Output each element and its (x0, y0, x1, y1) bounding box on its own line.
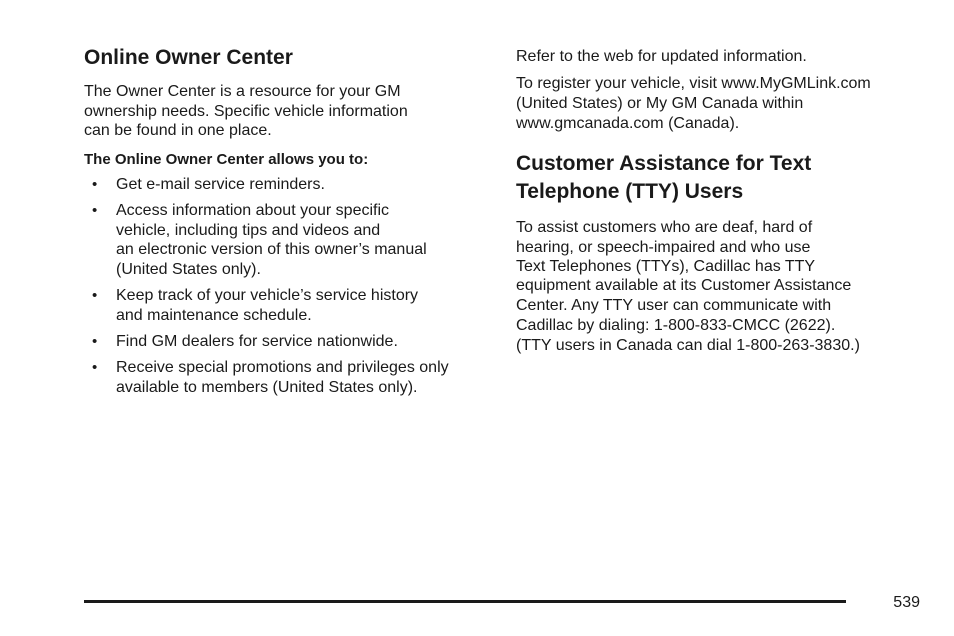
bullet-icon: • (92, 176, 98, 193)
footer-rule (84, 600, 846, 603)
tty-line-4: equipment available at its Customer Assistance (516, 277, 852, 294)
bullet-text: Keep track of your vehicle’s service history and maintenance schedule. (116, 287, 419, 324)
bullet-icon: • (92, 202, 98, 219)
register-line-3: www.gmcanada.com (Canada). (516, 115, 740, 132)
bullet-text: Receive special promotions and privileges only available to members (United States only). (116, 359, 449, 396)
owner-center-lead: The Online Owner Center allows you to: (84, 151, 369, 168)
intro-line-2: ownership needs. Specific vehicle information (84, 103, 408, 120)
tty-assistance-heading: Customer Assistance for Text Telephone (TTY) Users (516, 152, 812, 203)
tty-line-1: To assist customers who are deaf, hard of (516, 219, 813, 236)
page-number: 539 (893, 594, 920, 611)
register-line-1: To register your vehicle, visit www.MyGMLink.com (516, 75, 871, 92)
web-update-note: Refer to the web for updated information. (516, 48, 807, 65)
bullet-icon: • (92, 287, 98, 304)
bullet-text: Get e-mail service reminders. (116, 176, 325, 193)
bullet-icon: • (92, 333, 98, 350)
tty-line-7: (TTY users in Canada can dial 1-800-263-3830.) (516, 337, 860, 354)
tty-line-3: Text Telephones (TTYs), Cadillac has TTY (516, 258, 816, 275)
bullet-text: Access information about your specific vehicle, including tips and videos and an electronic version of this owner’s manual (United States only). (116, 202, 427, 279)
tty-line-5: Center. Any TTY user can communicate with (516, 297, 832, 314)
online-owner-center-heading: Online Owner Center (84, 46, 293, 69)
intro-line-3: can be found in one place. (84, 122, 272, 139)
tty-line-6: Cadillac by dialing: 1-800-833-CMCC (2622). (516, 317, 836, 334)
bullet-icon: • (92, 359, 98, 376)
tty-line-2: hearing, or speech-impaired and who use (516, 239, 811, 256)
register-line-2: (United States) or My GM Canada within (516, 95, 804, 112)
bullet-text: Find GM dealers for service nationwide. (116, 333, 398, 350)
intro-line-1: The Owner Center is a resource for your GM (84, 83, 401, 100)
